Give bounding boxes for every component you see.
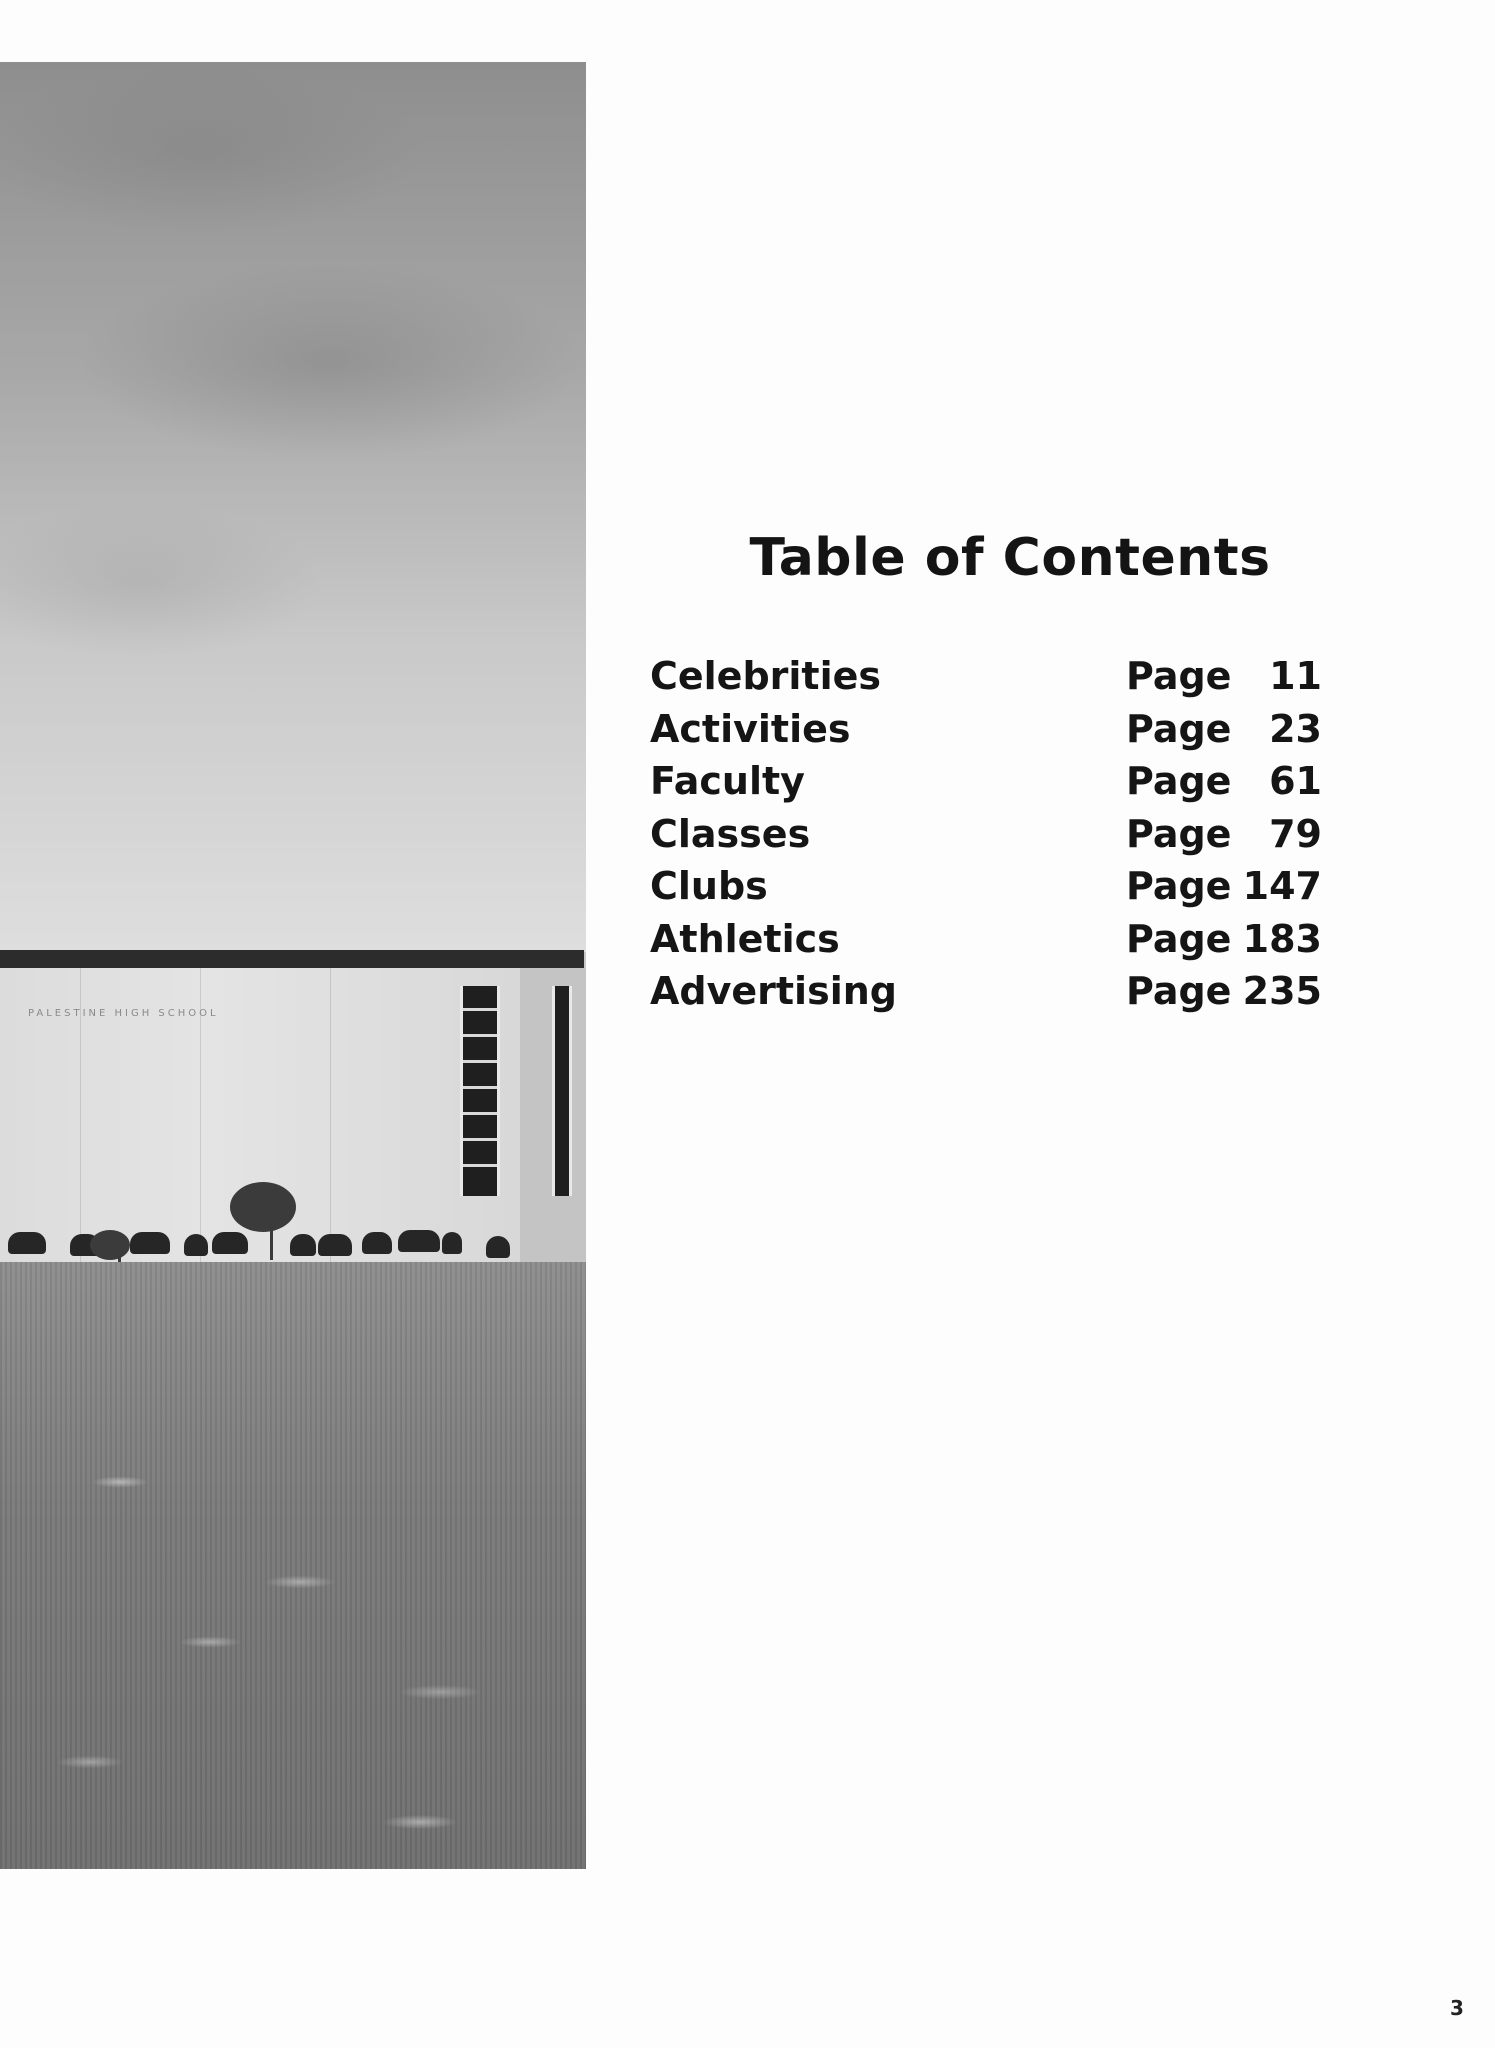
shrub: [442, 1232, 462, 1254]
shrub: [362, 1232, 392, 1254]
shrub: [290, 1234, 316, 1256]
shrub: [8, 1232, 46, 1254]
shrub: [212, 1232, 248, 1254]
sky: [0, 62, 586, 952]
toc-entry-advertising: [650, 965, 1330, 1018]
toc-entry-classes: [650, 808, 1330, 861]
toc-page-label: Page: [1126, 916, 1232, 961]
building-window: [552, 986, 572, 1196]
toc-entry-celebrities: [650, 650, 1330, 703]
shrub: [318, 1234, 352, 1256]
toc-list: [650, 650, 1330, 1018]
tree: [90, 1230, 130, 1260]
toc-page-number: 23: [1269, 706, 1322, 751]
toc-page-label: Page: [1126, 969, 1232, 1013]
toc-title: Table of Contents: [749, 528, 1271, 588]
tree-trunk: [270, 1220, 273, 1260]
toc-page-label: Page: [1126, 654, 1232, 698]
toc-section-name: Celebrities: [650, 654, 882, 698]
toc-page-label: Page: [1126, 706, 1232, 751]
toc-page-number: 147: [1242, 864, 1322, 908]
toc-page-label: Page: [1126, 811, 1232, 856]
toc-entry-faculty: [650, 755, 1330, 808]
shrub: [398, 1230, 440, 1252]
toc-section-name: Classes: [650, 811, 811, 856]
lawn: [0, 1262, 586, 1869]
toc-section-name: Activities: [650, 706, 851, 751]
toc-section-name: Athletics: [650, 916, 840, 961]
toc-page-label: Page: [1126, 864, 1232, 908]
toc-page-number: 11: [1269, 654, 1322, 698]
toc-section-name: Faculty: [650, 759, 805, 803]
school-building: [0, 950, 586, 1266]
page-number: 3: [1450, 1996, 1464, 2020]
building-window: [460, 986, 500, 1196]
tree: [230, 1182, 296, 1232]
school-building-photo: [0, 62, 586, 1869]
toc-page-number: 79: [1269, 811, 1322, 856]
wall-seam: [330, 968, 331, 1264]
building-roof: [0, 950, 584, 968]
shrub: [130, 1232, 170, 1254]
shrub: [184, 1234, 208, 1256]
toc-page-number: 61: [1269, 759, 1322, 803]
toc-page-label: Page: [1126, 759, 1232, 803]
shrub: [486, 1236, 510, 1258]
toc-entry-athletics: [650, 913, 1330, 966]
toc-entry-clubs: [650, 860, 1330, 913]
toc-page-number: 183: [1242, 916, 1322, 961]
building-sign: PALESTINE HIGH SCHOOL: [28, 1008, 219, 1019]
toc-page-number: 235: [1242, 969, 1322, 1013]
toc-section-name: Advertising: [650, 969, 897, 1013]
toc-section-name: Clubs: [650, 864, 768, 908]
toc-entry-activities: [650, 703, 1330, 756]
